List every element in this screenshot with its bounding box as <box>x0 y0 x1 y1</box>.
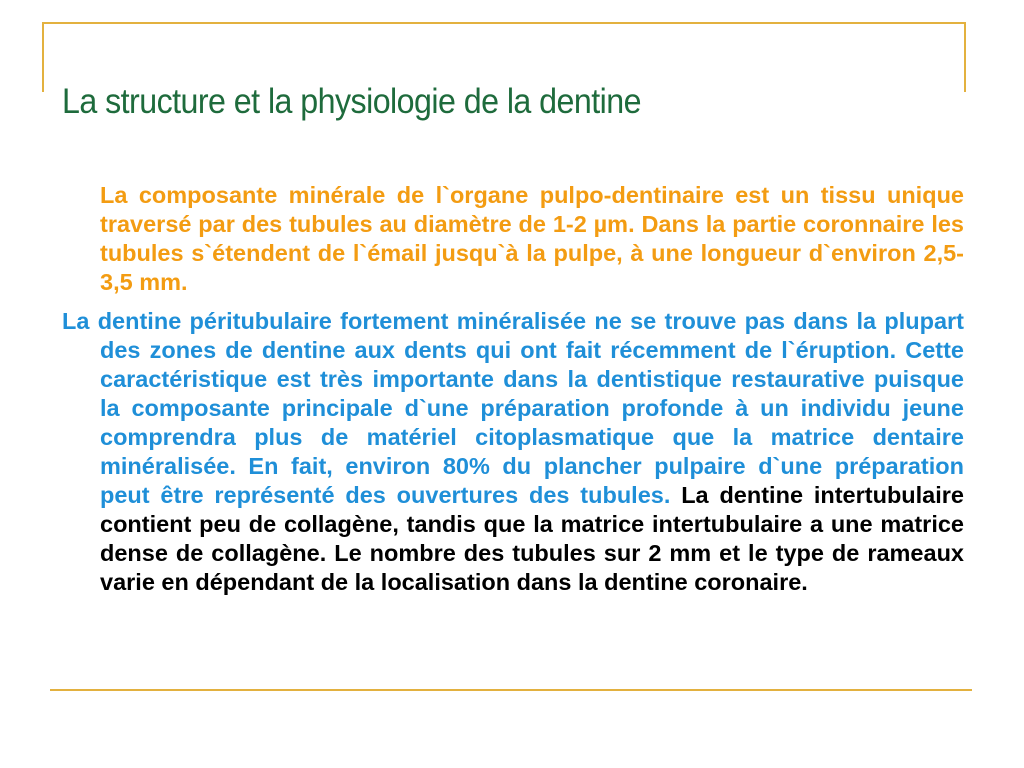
slide-body <box>62 181 964 597</box>
frame-top-rule <box>42 22 966 24</box>
slide-title: La structure et la physiologie de la dentine <box>62 82 641 121</box>
frame-bottom-rule <box>50 689 972 691</box>
paragraph-mineral-component: La composante minérale de l`organe pulpo-dentinaire est un tissu unique traversé par des tubules au diamètre de 1-2 µm. Dans la partie coronnaire les tubules s`étendent de l`émail jusqu`à la pulpe, à une longueur d`environ 2,5-3,5 mm. <box>100 182 964 295</box>
frame-right-rule <box>964 22 966 92</box>
paragraph-peritubular-dentine <box>62 307 964 597</box>
frame-left-rule <box>42 22 44 92</box>
intertubular-text: La dentine intertubulaire contient peu de collagène, tandis que la matrice intertubulaire a une matrice dense de collagène. Le nombre des tubules sur 2 mm et le type de rameaux varie en dépendant de la localisation dans la dentine coronaire. <box>100 482 964 595</box>
peritubular-text: La dentine péritubulaire fortement minéralisée ne se trouve pas dans la plupart des zones de dentine aux dents qui ont fait récemment de l`éruption. Cette caractéristique est très importante dans la dentistique restaurative puisque la composante principale d`une préparation profonde à un individu jeune comprendra plus de matériel citoplasmatique que la matrice dentaire minéralisée. En fait, environ 80% du plancher pulpaire d`une préparation peut être représenté des ouvertures des tubules. <box>62 308 964 508</box>
